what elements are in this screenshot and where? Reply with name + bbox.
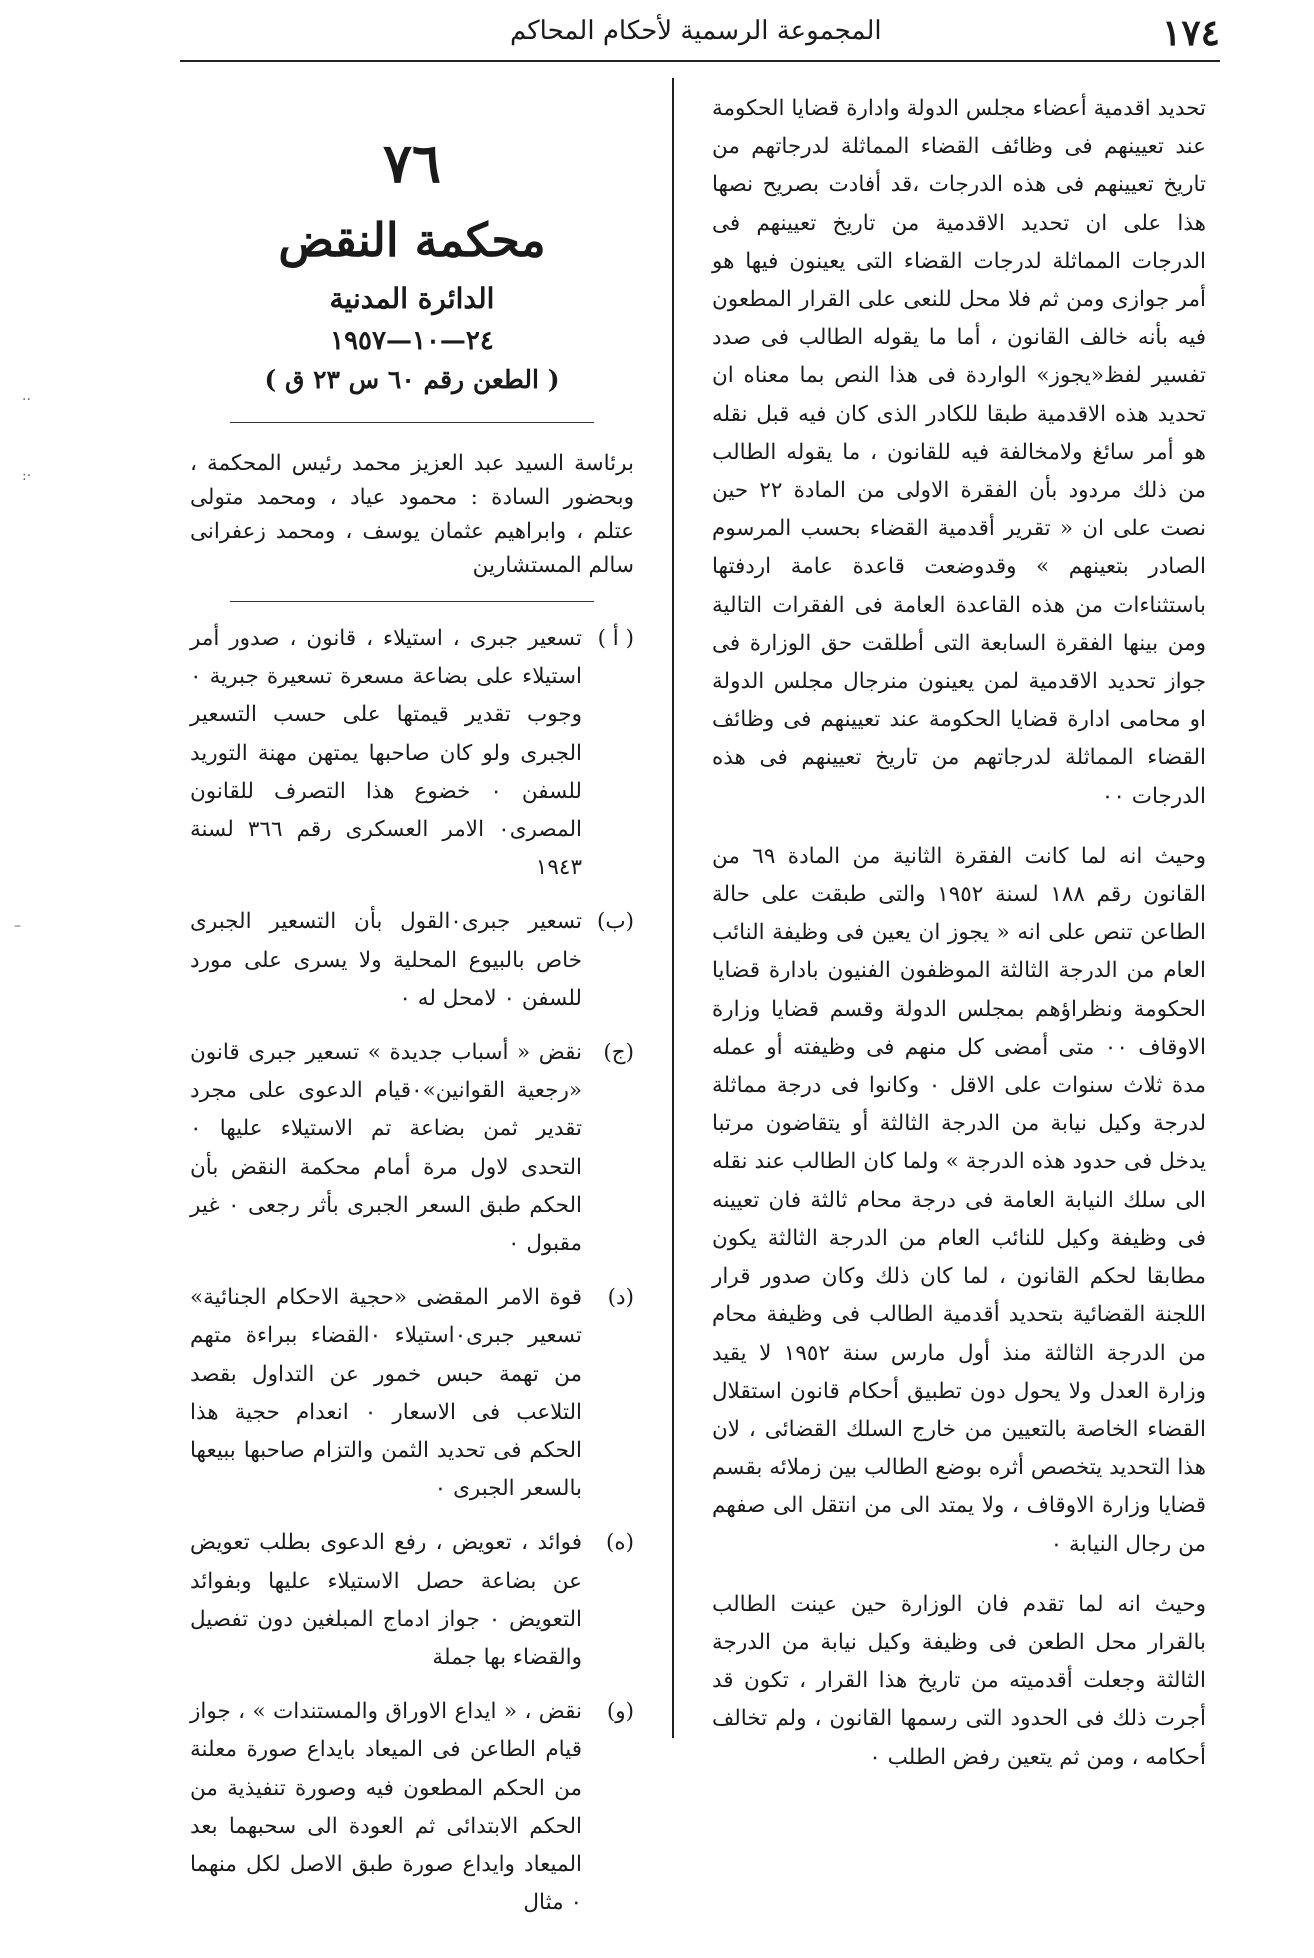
summary-item-e — [190, 1524, 634, 1677]
case-heading — [190, 128, 634, 400]
summary-item-d — [190, 1279, 634, 1508]
summary-text: فوائد ، تعويض ، رفع الدعوى بطلب تعويض عن بضاعة حصل الاستيلاء عليها وبفوائد التعويض ٠ جواز ادماج المبلغين دون تفصيل والقضاء بها جملة — [190, 1530, 582, 1671]
appeal-reference: ( الطعن رقم ٦٠ س ٢٣ ق ) — [264, 365, 560, 394]
body-paragraph-1: تحديد اقدمية أعضاء مجلس الدولة وادارة قضايا الحكومة عند تعيينهم فى وظائف القضاء المماثلة لدرجاتهم من تاريخ تعيينهم فى هذه الدرجات ،قد أفادت بصريح نصها هذا على ان تحديد الاقدمية من تاريخ تعيينهم فى الدرجات المماثلة لدرجات القضاء التى يعينون فيها هو أمر جوازى ومن ثم فلا محل للنعى على القرار المطعون فيه بأنه خالف القانون ، أما ما يقوله الطالب فى صدد تفسير لفظ«يجوز» الواردة فى هذا النص بما معناه ان تحديد هذه الاقدمية طبقا للكادر الذى كان فيه قبل نقله هو أمر سائغ ولامخالفة فيه للقانون ، ما يقوله الطالب من ذلك مردود بأن الفقرة الاولى من المادة ٢٢ حين نصت على ان « تقرير أقدمية القضاء بحسب المرسوم الصادر بتعينهم » وقدوضعت قاعدة عامة اردفتها باستثناءات من هذه القاعدة العامة فى الفقرات التالية ومن بينها الفقرة السابعة التى أطلقت حق الوزارة فى جواز تحديد الاقدمية لمن يعينون منرجال مجلس الدولة او محامى ادارة قضايا الحكومة عند تعيينهم فى وظائف القضاء المماثلة لدرجاتهم من تاريخ تعيينهم فى هذه الدرجات ٠٠ — [712, 96, 1206, 809]
summary-text: قوة الامر المقضى «حجية الاحكام الجنائية» تسعير جبرى٠استيلاء ٠القضاء ببراءة متهم من تهمة حبس خمور عن التداول بقصد التلاعب فى الاسعار ٠ انعدام حجية هذا الحكم فى تحديد الثمن والتزام صاحبها ببيعها بالسعر الجبرى ٠ — [190, 1285, 582, 1502]
column-divider — [672, 78, 674, 1738]
left-column — [190, 90, 634, 1923]
summary-label: (و) — [606, 1699, 634, 1725]
summary-label: (ه) — [605, 1530, 634, 1556]
summary-text: نقض ، « ايداع الاوراق والمستندات » ، جواز قيام الطاعن فى الميعاد بايداع صورة معلنة من الحكم المطعون فيه وصورة تنفيذية من الحكم الابتدائى ثم العودة الى سحبهما بعد الميعاد وايداع صورة طبق الاصل لكل منهما ٠ مثال — [190, 1699, 582, 1916]
heading-rule — [230, 422, 594, 423]
right-column — [712, 90, 1206, 1777]
margin-speck: ·: — [22, 468, 32, 484]
running-title: المجموعة الرسمية لأحكام المحاكم — [510, 16, 882, 46]
summary-text: نقض « أسباب جديدة » تسعير جبرى قانون «رجعية القوانين»٠قيام الدعوى على مجرد تقدير ثمن بضاعة تم الاستيلاء عليها ٠ التحدى لاول مرة أمام محكمة النقض بأن الحكم طبق السعر الجبرى بأثر رجعى ٠ غير مقبول ٠ — [190, 1040, 582, 1257]
court-circuit: الدائرة المدنية — [329, 282, 495, 315]
court-panel: برئاسة السيد عبد العزيز محمد رئيس المحكمة ، وبحضور السادة : محمود عياد ، ومحمد متولى عتلم ، وابراهيم عثمان يوسف ، ومحمد زعفرانى سالم المستشارين — [190, 451, 634, 578]
summary-text: تسعير جبرى٠القول بأن التسعير الجبرى خاص بالبيوع المحلية ولا يسرى على مورد للسفن ٠ لامحل له ٠ — [190, 909, 582, 1011]
margin-speck: – — [14, 918, 21, 934]
summary-list — [190, 620, 634, 1923]
summary-label: (ج) — [603, 1040, 634, 1066]
summary-text: تسعير جبرى ، استيلاء ، قانون ، صدور أمر استيلاء على بضاعة مسعرة تسعيرة جبرية ٠ وجوب تقدير قيمتها على حسب التسعير الجبرى ولو كان صاحبها يمتهن مهنة التوريد للسفن ٠ خضوع هذا التصرف للقانون المصرى٠ الامر العسكرى رقم ٣٦٦ لسنة ١٩٤٣ — [190, 626, 582, 881]
summary-label: ( أ ) — [597, 626, 634, 651]
body-paragraph-3: وحيث انه لما تقدم فان الوزارة حين عينت الطالب بالقرار محل الطعن فى وظيفة وكيل نيابة من الدرجة الثالثة وجعلت أقدميته من تاريخ هذا القرار ، تكون قد أجرت ذلك فى الحدود التى رسمها القانون ، ولم تخالف أحكامه ، ومن ثم يتعين رفض الطلب ٠ — [712, 1591, 1206, 1770]
summary-label: (د) — [607, 1285, 634, 1311]
margin-speck: ·· — [22, 392, 31, 408]
court-name: محكمة النقض — [278, 213, 546, 267]
summary-item-b — [190, 903, 634, 1018]
summary-rule — [230, 601, 594, 602]
case-number: ٧٦ — [382, 131, 441, 195]
summary-label: (ب) — [596, 909, 634, 935]
body-paragraph-2: وحيث انه لما كانت الفقرة الثانية من المادة ٦٩ من القانون رقم ١٨٨ لسنة ١٩٥٢ والتى طبقت على حالة الطاعن تنص على انه « يجوز ان يعين فى وظيفة النائب العام من الدرجة الثالثة الموظفون الفنيون بادارة قضايا الحكومة ونظراؤهم بمجلس الدولة وقسم قضايا وزارة الاوقاف ٠٠ متى أمضى كل منهم فى وظيفته أو عمله مدة ثلاث سنوات على الاقل ٠ وكانوا فى درجة مماثلة لدرجة وكيل نيابة من الدرجة الثالثة أو يتقاضون مرتبا يدخل فى حدود هذه الدرجة » ولما كان الطالب عند نقله الى سلك النيابة العامة فى درجة محام ثالثة فان تعيينه فى وظيفة وكيل للنائب العام من الدرجة الثالثة يكون مطابقا لحكم القانون ، لما كان ذلك وكان صدور قرار اللجنة القضائية بتحديد أقدمية الطالب فى وظيفة محام من الدرجة الثالثة منذ أول مارس سنة ١٩٥٢ لا يقيد وزارة العدل ولا يحول دون تطبيق أحكام قانون استقلال القضاء الخاصة بالتعيين من خارج السلك القضائى ، لان هذا التحديد يتخصص أثره بوضع الطالب بين زملائه بقسم قضايا وزارة الاوقاف ، ولا يمتد الى من انتقل الى صفهم من رجال النيابة ٠ — [712, 843, 1206, 1557]
running-header — [180, 8, 1220, 62]
summary-item-c — [190, 1034, 634, 1263]
page-number: ١٧٤ — [1161, 12, 1220, 54]
summary-item-f — [190, 1693, 634, 1922]
summary-item-a — [190, 620, 634, 887]
case-date: ٢٤—١٠—١٩٥٧ — [330, 326, 494, 356]
